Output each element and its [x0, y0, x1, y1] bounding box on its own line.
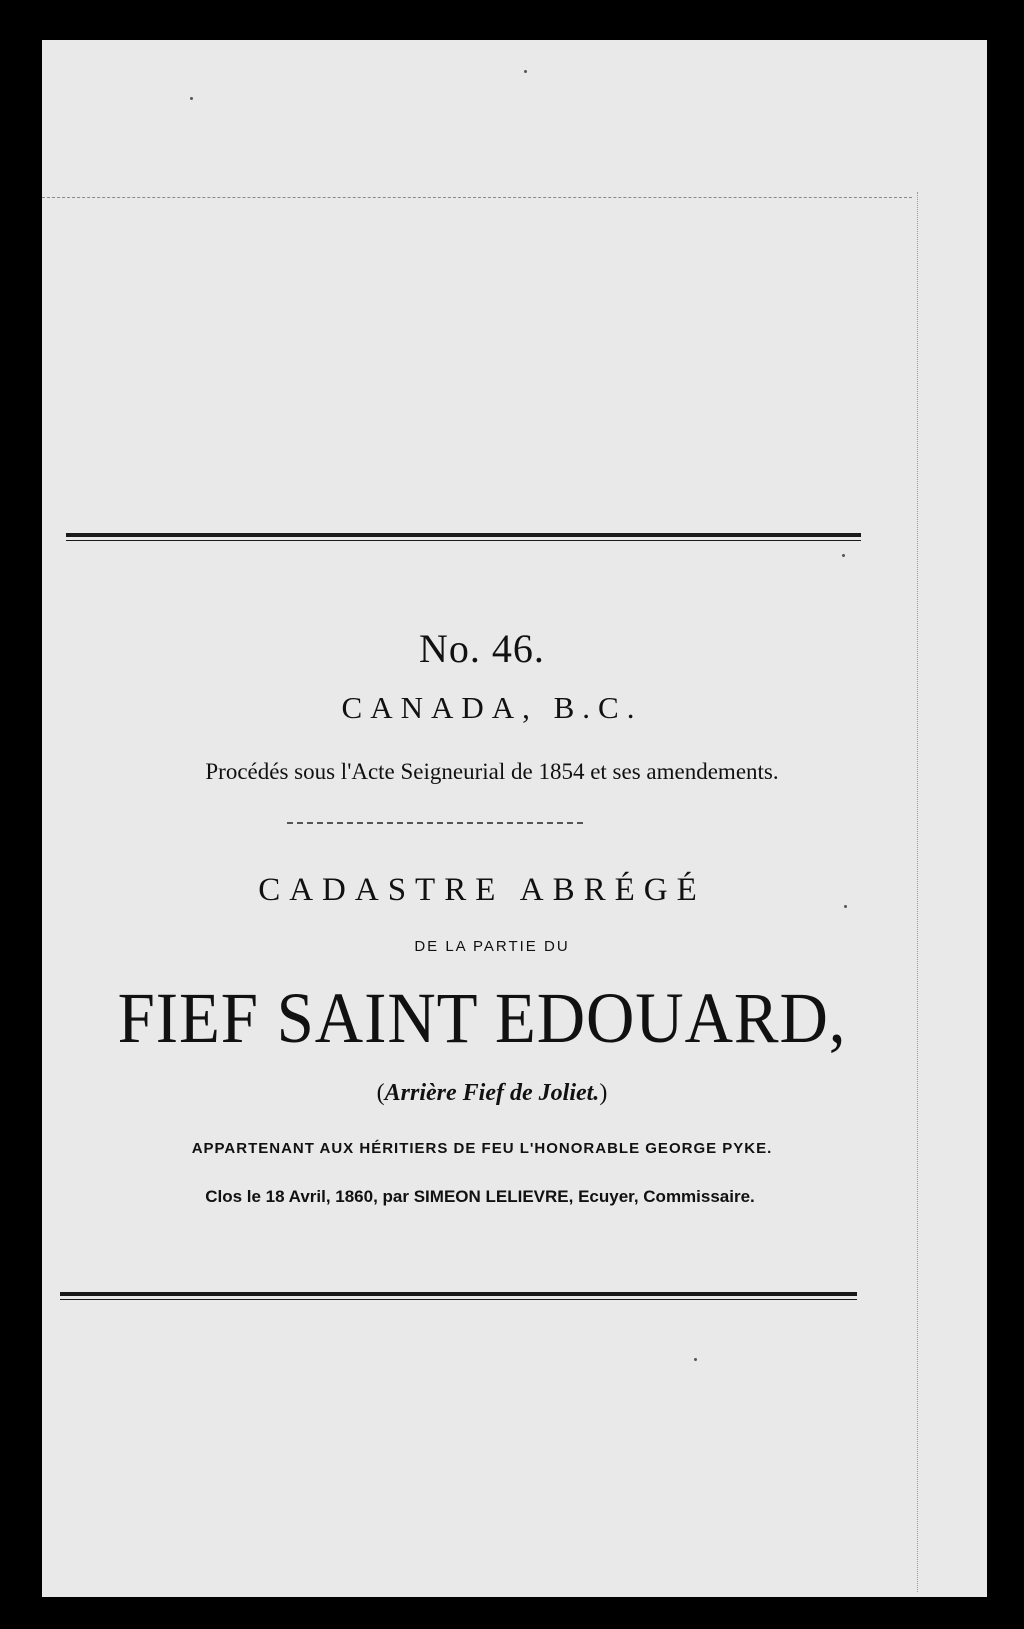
- subtitle-italic-text: Arrière Fief de Joliet.: [384, 1080, 600, 1106]
- partie-subheading: DE LA PARTIE DU: [414, 938, 570, 955]
- cadastre-title: CADASTRE ABRÉGÉ: [258, 872, 706, 908]
- fief-name: FIEF SAINT EDOUARD,: [117, 978, 847, 1058]
- arriere-fief-subtitle: [52, 1080, 932, 1107]
- paper-speck: [694, 1358, 697, 1361]
- closing-line: Clos le 18 Avril, 1860, par SIMEON LELIEVRE, Ecuyer, Commissaire.: [205, 1187, 755, 1206]
- ownership-line: APPARTENANT AUX HÉRITIERS DE FEU L'HONORABLE GEORGE PYKE.: [191, 1140, 773, 1157]
- bottom-double-rule: [60, 1292, 857, 1296]
- document-number: No. 46.: [419, 626, 545, 671]
- fold-line: [42, 197, 912, 198]
- top-double-rule: [66, 533, 861, 537]
- paper-speck: [524, 70, 527, 73]
- region-heading: CANADA, B.C.: [341, 690, 643, 725]
- document-page: [42, 40, 987, 1597]
- subtitle-open-paren: (: [376, 1080, 385, 1106]
- paper-speck: [842, 554, 845, 557]
- paper-speck: [190, 97, 193, 100]
- subtitle-close-paren: ): [599, 1080, 608, 1106]
- proceedings-line: Procédés sous l'Acte Seigneurial de 1854 et ses amendements.: [205, 759, 779, 784]
- dashed-separator: [287, 822, 583, 824]
- paper-speck: [844, 905, 847, 908]
